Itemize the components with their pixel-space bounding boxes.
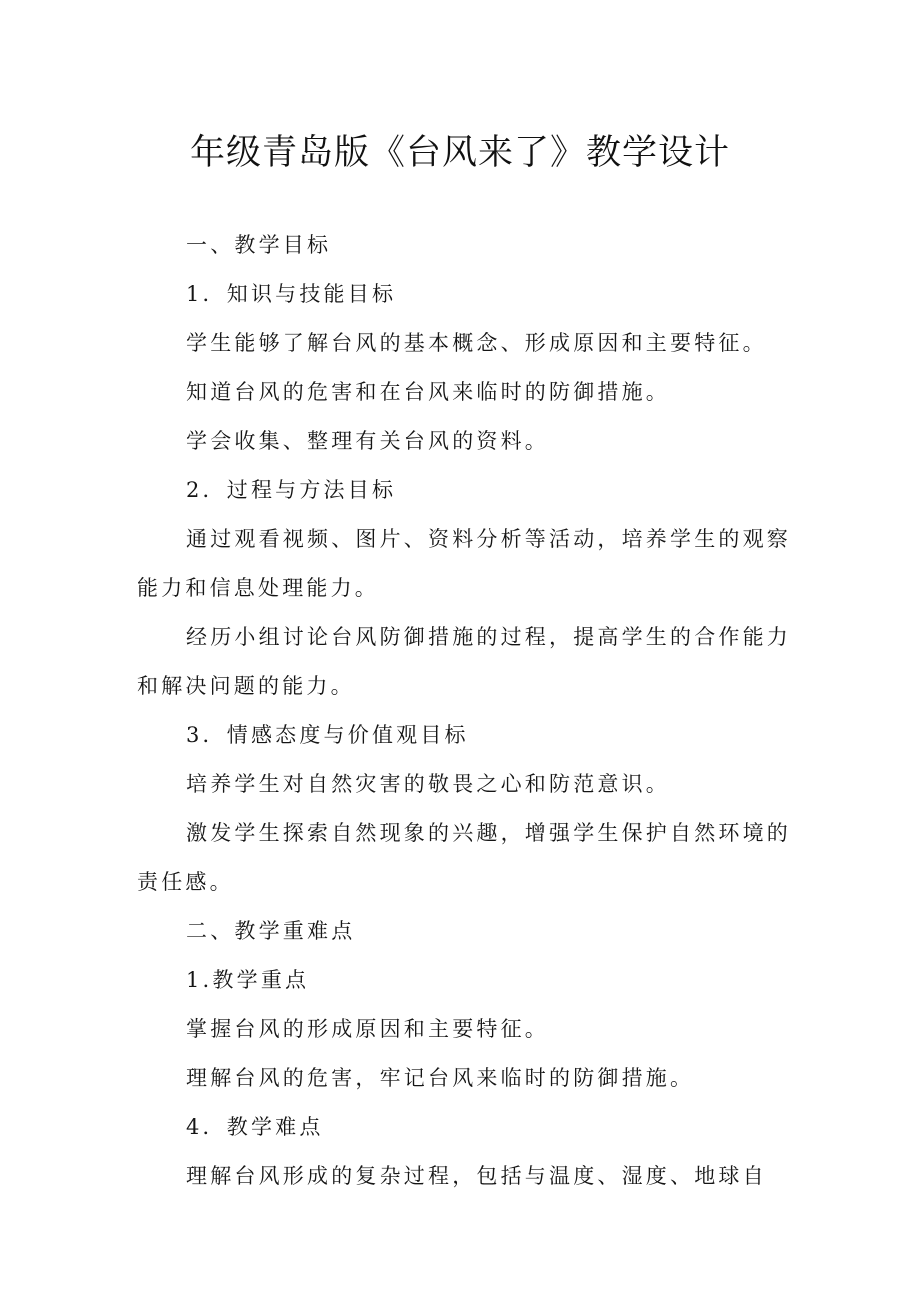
subheading-key-points: 1.教学重点 xyxy=(186,968,310,992)
section-heading-objectives: 一、教学目标 xyxy=(186,233,332,257)
paragraph: 通过观看视频、图片、资料分析等活动，培养学生的观察能力和信息处理能力。 xyxy=(137,527,791,600)
section-heading-key-difficult-points: 二、教学重难点 xyxy=(186,919,356,943)
subheading-emotion-values: 3．情感态度与价值观目标 xyxy=(186,723,469,747)
paragraph: 理解台风的危害，牢记台风来临时的防御措施。 xyxy=(186,1066,695,1090)
paragraph: 学会收集、整理有关台风的资料。 xyxy=(186,429,549,453)
paragraph: 学生能够了解台风的基本概念、形成原因和主要特征。 xyxy=(186,331,767,355)
paragraph: 激发学生探索自然现象的兴趣，增强学生保护自然环境的责任感。 xyxy=(137,821,791,894)
paragraph: 知道台风的危害和在台风来临时的防御措施。 xyxy=(186,380,670,404)
subheading-difficult-points: 4．教学难点 xyxy=(186,1115,324,1139)
paragraph: 经历小组讨论台风防御措施的过程，提高学生的合作能力和解决问题的能力。 xyxy=(137,625,791,698)
subheading-knowledge-skills: 1．知识与技能目标 xyxy=(186,282,397,306)
subheading-process-method: 2．过程与方法目标 xyxy=(186,478,397,502)
document-title: 年级青岛版《台风来了》教学设计 xyxy=(189,133,730,173)
paragraph: 掌握台风的形成原因和主要特征。 xyxy=(186,1017,549,1041)
paragraph: 理解台风形成的复杂过程，包括与温度、湿度、地球自 xyxy=(186,1164,767,1188)
paragraph: 培养学生对自然灾害的敬畏之心和防范意识。 xyxy=(186,772,670,796)
